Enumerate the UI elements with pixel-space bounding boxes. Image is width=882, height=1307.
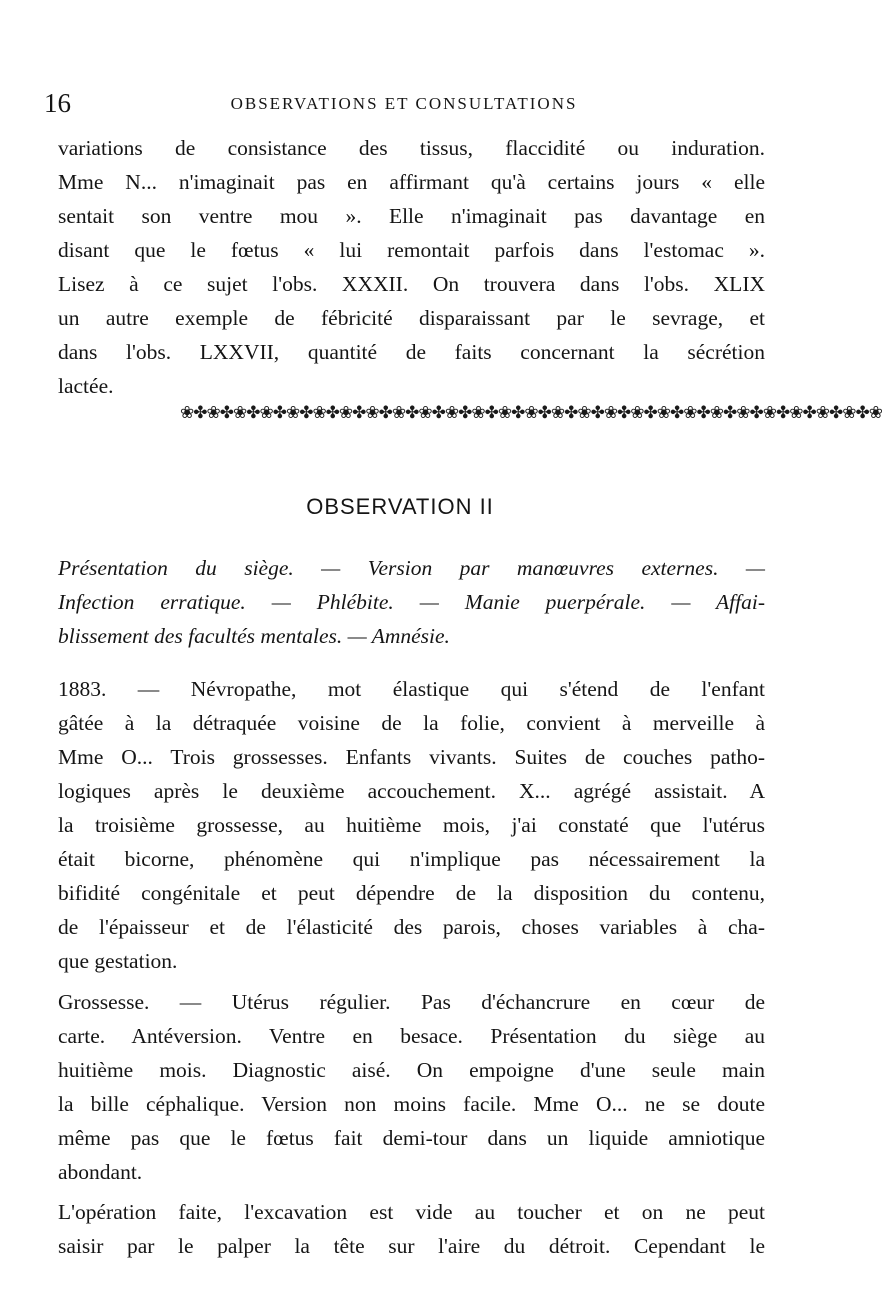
text-line: carte. Antéversion. Ventre en besace. Présentation du siège au bbox=[58, 1024, 765, 1048]
page-header bbox=[44, 86, 764, 120]
text-line: gâtée à la détraquée voisine de la folie, convient à merveille à bbox=[58, 711, 765, 735]
text-line: sentait son ventre mou ». Elle n'imaginait pas davantage en bbox=[58, 204, 765, 228]
text-line: bifidité congénitale et peut dépendre de la disposition du contenu, bbox=[58, 881, 765, 905]
page-number: 16 bbox=[44, 88, 71, 118]
text-line: Lisez à ce sujet l'obs. XXXII. On trouvera dans l'obs. XLIX bbox=[58, 272, 765, 296]
observation-title: OBSERVATION II bbox=[306, 494, 494, 519]
text-line: variations de consistance des tissus, flaccidité ou induration. bbox=[58, 136, 765, 160]
text-line: huitième mois. Diagnostic aisé. On empoigne d'une seule main bbox=[58, 1058, 765, 1082]
text-line: lactée. bbox=[58, 374, 114, 398]
text-line: L'opération faite, l'excavation est vide au toucher et on ne peut bbox=[58, 1200, 765, 1224]
text-line: que gestation. bbox=[58, 949, 178, 973]
text-line: de l'épaisseur et de l'élasticité des parois, choses variables à cha- bbox=[58, 915, 765, 939]
summary-line: Présentation du siège. — Version par manœuvres externes. — bbox=[58, 556, 765, 580]
running-head: OBSERVATIONS ET CONSULTATIONS bbox=[230, 94, 578, 113]
summary-line: Infection erratique. — Phlébite. — Manie puerpérale. — Affai- bbox=[58, 590, 765, 614]
summary-line: blissement des facultés mentales. — Amnésie. bbox=[58, 624, 450, 648]
text-line: logiques après le deuxième accouchement. X... agrégé assistait. A bbox=[58, 779, 765, 803]
text-line: la bille céphalique. Version non moins facile. Mme O... ne se doute bbox=[58, 1092, 765, 1116]
text-line: la troisième grossesse, au huitième mois, j'ai constaté que l'utérus bbox=[58, 813, 765, 837]
text-line: 1883. — Névropathe, mot élastique qui s'étend de l'enfant bbox=[58, 677, 765, 701]
text-line: dans l'obs. LXXVII, quantité de faits concernant la sécrétion bbox=[58, 340, 765, 364]
text-line: saisir par le palper la tête sur l'aire du détroit. Cependant le bbox=[58, 1234, 765, 1258]
text-line: abondant. bbox=[58, 1160, 143, 1184]
text-line: Mme N... n'imaginait pas en affirmant qu'à certains jours « elle bbox=[58, 170, 765, 194]
text-line: même pas que le fœtus fait demi-tour dans un liquide amniotique bbox=[58, 1126, 765, 1150]
text-line: disant que le fœtus « lui remontait parfois dans l'estomac ». bbox=[58, 238, 765, 262]
text-line: un autre exemple de fébricité disparaissant par le sevrage, et bbox=[58, 306, 765, 330]
text-line: était bicorne, phénomène qui n'implique pas nécessairement la bbox=[58, 847, 765, 871]
text-line: Mme O... Trois grossesses. Enfants vivants. Suites de couches patho- bbox=[58, 745, 765, 769]
ornamental-divider: ❀✤❀✤❀✤❀✤❀✤❀✤❀✤❀✤❀✤❀✤❀✤❀✤❀✤❀✤❀✤❀✤❀✤❀✤❀✤❀✤❀✤❀✤❀✤❀✤❀✤❀✤❀ bbox=[180, 403, 882, 422]
text-line: Grossesse. — Utérus régulier. Pas d'échancrure en cœur de bbox=[58, 990, 765, 1014]
